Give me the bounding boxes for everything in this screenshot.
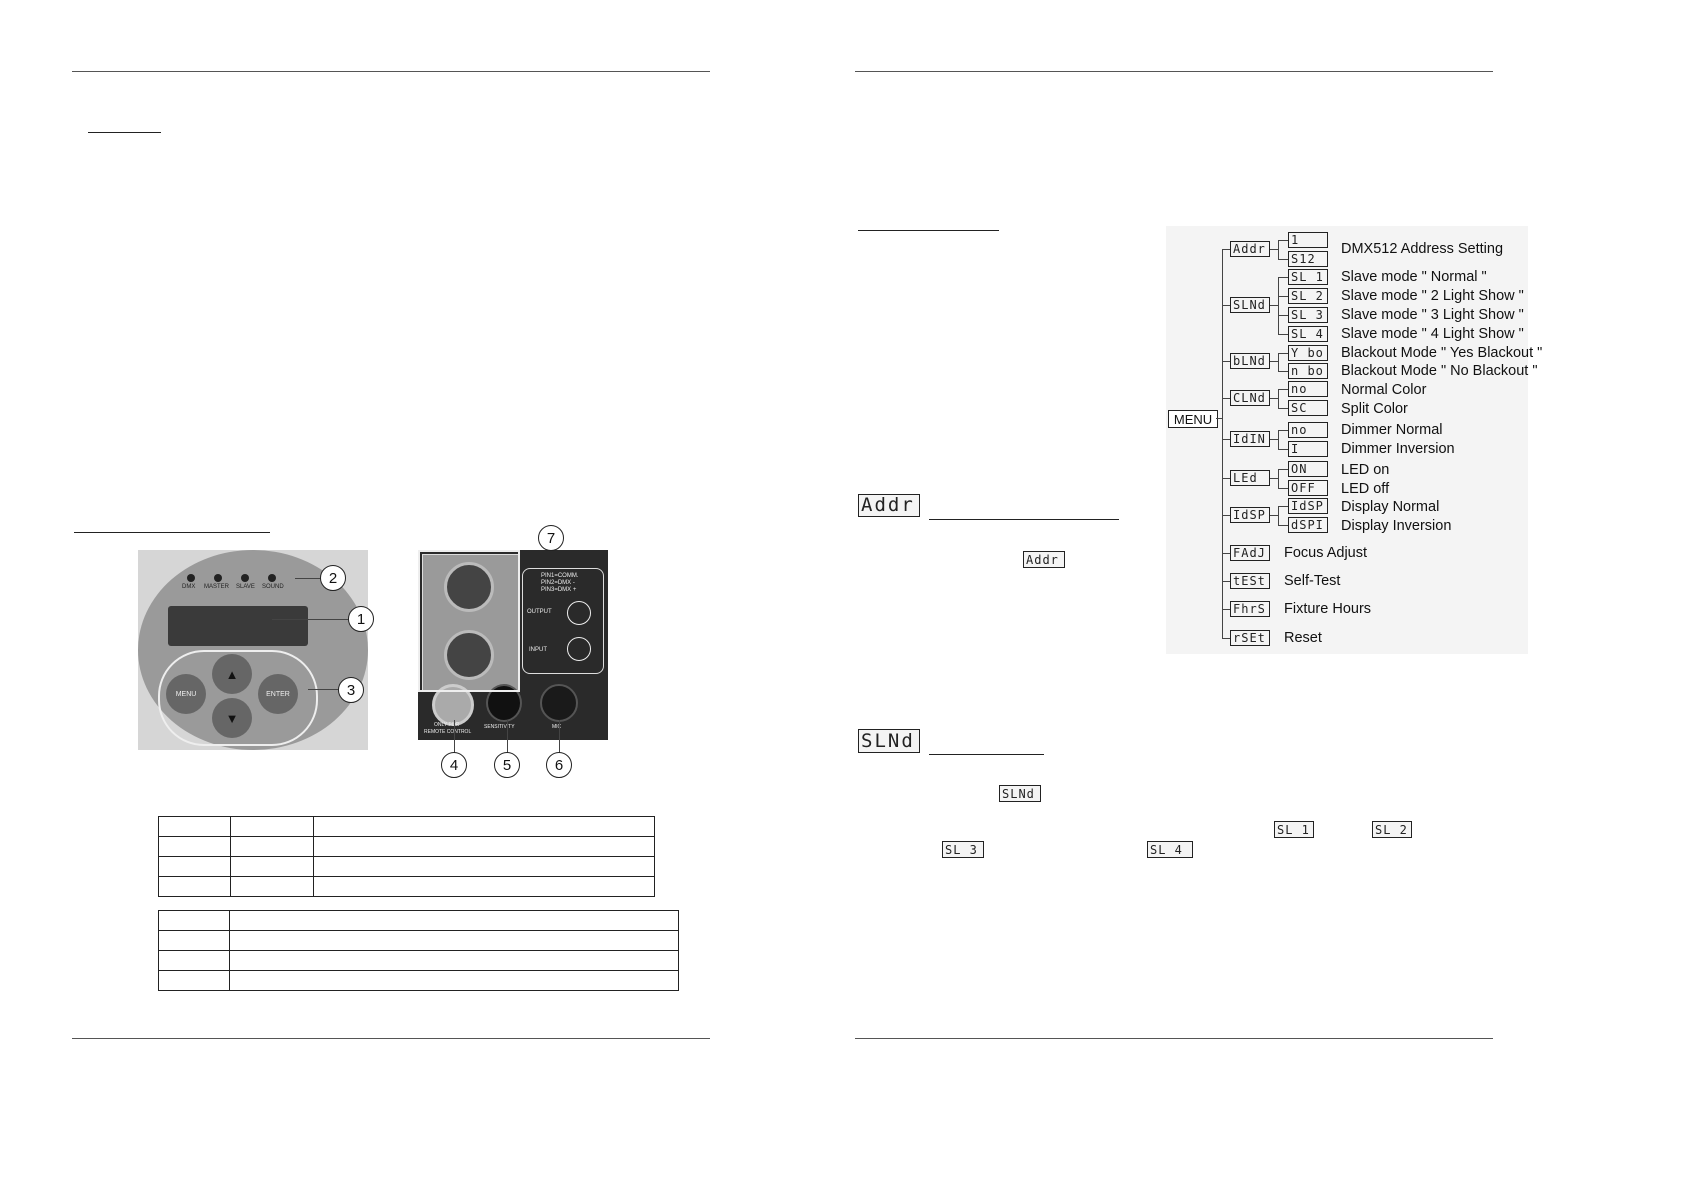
- stub-addr-1: [1278, 240, 1288, 241]
- menu-root-label: MENU: [1173, 411, 1213, 427]
- stub-addr-2: [1278, 259, 1288, 260]
- pin-legend-1: PIN1=COMM.: [541, 573, 579, 579]
- label-display-inversion: Display Inversion: [1341, 518, 1452, 534]
- callout-7: 7: [538, 525, 564, 551]
- sub-code-sl2[interactable]: SL 2: [1288, 288, 1328, 304]
- up-button[interactable]: [212, 654, 252, 694]
- sub-trunk-clnd: [1278, 389, 1279, 408]
- led-display: [168, 606, 308, 646]
- table-row: [159, 877, 655, 897]
- label-slave-4: Slave mode " 4 Light Show ": [1341, 326, 1524, 342]
- branch-test: [1222, 581, 1230, 582]
- menu-root-box: [1168, 410, 1218, 428]
- callout-3: 3: [338, 677, 364, 703]
- sub-code-sl4[interactable]: SL 4: [1288, 326, 1328, 342]
- menu-code-addr[interactable]: Addr: [1230, 241, 1270, 257]
- stub-clnd-2: [1278, 408, 1288, 409]
- table-row: [159, 931, 679, 951]
- stub-idsp-1: [1278, 506, 1288, 507]
- remote-label-1: ONLY FOR: [434, 722, 460, 728]
- menu-code-rset[interactable]: rSEt: [1230, 630, 1270, 646]
- sub-code-sl1[interactable]: SL 1: [1288, 269, 1328, 285]
- indicator-strip: [182, 570, 292, 594]
- right-header-rule: [855, 71, 1493, 72]
- callout-2-leader: [295, 578, 321, 579]
- sub-code-sl3[interactable]: SL 3: [1288, 307, 1328, 323]
- branch-blnd: [1222, 361, 1230, 362]
- table-row: [159, 817, 655, 837]
- sub-trunk-idin: [1278, 430, 1279, 449]
- branch-slnd: [1222, 305, 1230, 306]
- main-trunk: [1222, 249, 1223, 638]
- menu-code-fhrs[interactable]: FhrS: [1230, 601, 1270, 617]
- callout-1-leader: [272, 619, 348, 620]
- label-led-on: LED on: [1341, 462, 1390, 478]
- label-slave-2: Slave mode " 2 Light Show ": [1341, 288, 1524, 304]
- branch-idin: [1222, 439, 1230, 440]
- stub-slnd-3: [1278, 315, 1288, 316]
- branch-clnd: [1222, 398, 1230, 399]
- input-label: INPUT: [529, 647, 547, 653]
- callout-3-leader: [308, 689, 338, 690]
- mic-port: [540, 684, 578, 722]
- menu-button-label: MENU: [175, 690, 197, 698]
- label-led-off: LED off: [1341, 481, 1390, 497]
- left-section-underline-2: [74, 532, 270, 533]
- label-normal-color: Normal Color: [1341, 382, 1427, 398]
- table-row: [159, 911, 679, 931]
- branch-fadj: [1222, 553, 1230, 554]
- led-sound: [268, 574, 276, 582]
- pin-legend-2: PIN2=DMX -: [541, 580, 575, 586]
- xlr-highlight-box: [418, 550, 520, 692]
- addr-inline-lcd: Addr: [1023, 551, 1065, 568]
- indicator-label-dmx: DMX: [182, 584, 196, 590]
- right-footer-rule: [855, 1038, 1493, 1039]
- addr-heading-underline: [929, 519, 1119, 520]
- sub-link-idsp: [1270, 515, 1278, 516]
- sub-code-addr-1[interactable]: 1: [1288, 232, 1328, 248]
- output-label: OUTPUT: [527, 609, 552, 615]
- branch-fhrs: [1222, 609, 1230, 610]
- table-row: [159, 857, 655, 877]
- led-table: [158, 910, 679, 991]
- menu-button[interactable]: [166, 674, 206, 714]
- remote-label-2: REMOTE CONTROL: [424, 729, 472, 735]
- label-reset: Reset: [1284, 630, 1322, 646]
- stub-idsp-2: [1278, 525, 1288, 526]
- label-dimmer-normal: Dimmer Normal: [1341, 422, 1443, 438]
- callout-5-leader: [507, 720, 508, 754]
- sl4-inline-lcd: SL 4: [1147, 841, 1193, 858]
- branch-rset: [1222, 638, 1230, 639]
- label-dmx512-address: DMX512 Address Setting: [1341, 241, 1504, 257]
- sub-code-led-off[interactable]: OFF: [1288, 480, 1328, 496]
- left-footer-rule: [72, 1038, 710, 1039]
- menu-code-blnd[interactable]: bLNd: [1230, 353, 1270, 369]
- label-blackout-yes: Blackout Mode " Yes Blackout ": [1341, 345, 1543, 361]
- table-row: [159, 951, 679, 971]
- sub-link-slnd: [1270, 305, 1278, 306]
- label-self-test: Self-Test: [1284, 573, 1341, 589]
- sub-code-addr-2[interactable]: S12: [1288, 251, 1328, 267]
- menu-code-idsp[interactable]: IdSP: [1230, 507, 1270, 523]
- table-row: [159, 837, 655, 857]
- sub-code-ybo[interactable]: Y bo: [1288, 345, 1328, 361]
- pin-legend-box: [522, 568, 604, 674]
- callout-4-leader: [454, 720, 455, 754]
- sub-link-clnd: [1270, 398, 1278, 399]
- branch-addr: [1222, 249, 1230, 250]
- sl2-inline-lcd: SL 2: [1372, 821, 1412, 838]
- stub-clnd-1: [1278, 389, 1288, 390]
- enter-button-label: ENTER: [266, 690, 290, 698]
- callout-4: 4: [441, 752, 467, 778]
- stub-led-2: [1278, 488, 1288, 489]
- addr-heading-lcd: Addr: [858, 494, 920, 517]
- sl3-inline-lcd: SL 3: [942, 841, 984, 858]
- label-split-color: Split Color: [1341, 401, 1408, 417]
- stub-slnd-4: [1278, 334, 1288, 335]
- sub-code-disp-normal[interactable]: IdSP: [1288, 498, 1328, 514]
- sensitivity-label: SENSITIVITY: [484, 724, 515, 730]
- menu-code-test[interactable]: tESt: [1230, 573, 1270, 589]
- stub-blnd-1: [1278, 353, 1288, 354]
- channel-table: [158, 816, 655, 897]
- led-slave: [241, 574, 249, 582]
- sub-code-disp-inv[interactable]: dSPI: [1288, 517, 1328, 533]
- stub-slnd-2: [1278, 296, 1288, 297]
- slnd-inline-lcd: SLNd: [999, 785, 1041, 802]
- sub-link-idin: [1270, 439, 1278, 440]
- menu-code-idin[interactable]: IdIN: [1230, 431, 1270, 447]
- sub-code-dim-inv[interactable]: I: [1288, 441, 1328, 457]
- stub-idin-2: [1278, 449, 1288, 450]
- up-arrow-icon: ▲: [225, 666, 239, 682]
- label-display-normal: Display Normal: [1341, 499, 1440, 515]
- down-button[interactable]: [212, 698, 252, 738]
- sub-code-nbo[interactable]: n bo: [1288, 363, 1328, 379]
- sub-trunk-idsp: [1278, 506, 1279, 525]
- sub-code-led-on[interactable]: ON: [1288, 461, 1328, 477]
- label-fixture-hours: Fixture Hours: [1284, 601, 1372, 617]
- branch-led: [1222, 478, 1230, 479]
- stub-slnd-1: [1278, 277, 1288, 278]
- sub-trunk-led: [1278, 469, 1279, 488]
- led-dmx: [187, 574, 195, 582]
- sub-code-dim-no[interactable]: no: [1288, 422, 1328, 438]
- label-focus-adjust: Focus Adjust: [1284, 545, 1368, 561]
- slnd-heading-underline: [929, 754, 1044, 755]
- left-section-underline-1: [88, 132, 161, 133]
- pin-legend-3: PIN3=DMX +: [541, 587, 577, 593]
- right-section-underline: [858, 230, 999, 231]
- branch-idsp: [1222, 515, 1230, 516]
- callout-2: 2: [320, 565, 346, 591]
- table-row: [159, 971, 679, 991]
- slnd-heading-lcd: SLNd: [858, 729, 920, 753]
- sub-link-blnd: [1270, 361, 1278, 362]
- sub-code-split[interactable]: SC: [1288, 400, 1328, 416]
- output-pin-diagram: [567, 601, 591, 625]
- label-dimmer-inversion: Dimmer Inversion: [1341, 441, 1455, 457]
- down-arrow-icon: ▼: [225, 710, 239, 726]
- menu-code-fadj[interactable]: FAdJ: [1230, 545, 1270, 561]
- input-pin-diagram: [567, 637, 591, 661]
- mic-label: MIC: [552, 724, 562, 730]
- menu-code-slnd[interactable]: SLNd: [1230, 297, 1270, 313]
- label-slave-3: Slave mode " 3 Light Show ": [1341, 307, 1524, 323]
- sub-trunk-addr: [1278, 240, 1279, 259]
- callout-5: 5: [494, 752, 520, 778]
- menu-code-led[interactable]: LEd: [1230, 470, 1270, 486]
- left-header-rule: [72, 71, 710, 72]
- label-blackout-no: Blackout Mode " No Blackout ": [1341, 363, 1538, 379]
- sub-link-addr: [1270, 249, 1278, 250]
- sub-trunk-blnd: [1278, 353, 1279, 371]
- label-slave-normal: Slave mode " Normal ": [1341, 269, 1487, 285]
- indicator-label-master: MASTER: [204, 584, 230, 590]
- indicator-label-slave: SLAVE: [236, 584, 255, 590]
- callout-1: 1: [348, 606, 374, 632]
- sub-trunk-slnd: [1278, 277, 1279, 334]
- callout-6-leader: [559, 720, 560, 754]
- led-master: [214, 574, 222, 582]
- indicator-label-sound: SOUND: [262, 584, 284, 590]
- sub-code-color-no[interactable]: no: [1288, 381, 1328, 397]
- stub-led-1: [1278, 469, 1288, 470]
- sub-link-led: [1270, 478, 1278, 479]
- sl1-inline-lcd: SL 1: [1274, 821, 1314, 838]
- menu-code-clnd[interactable]: CLNd: [1230, 390, 1270, 406]
- stub-idin-1: [1278, 430, 1288, 431]
- callout-6: 6: [546, 752, 572, 778]
- enter-button[interactable]: [258, 674, 298, 714]
- stub-blnd-2: [1278, 371, 1288, 372]
